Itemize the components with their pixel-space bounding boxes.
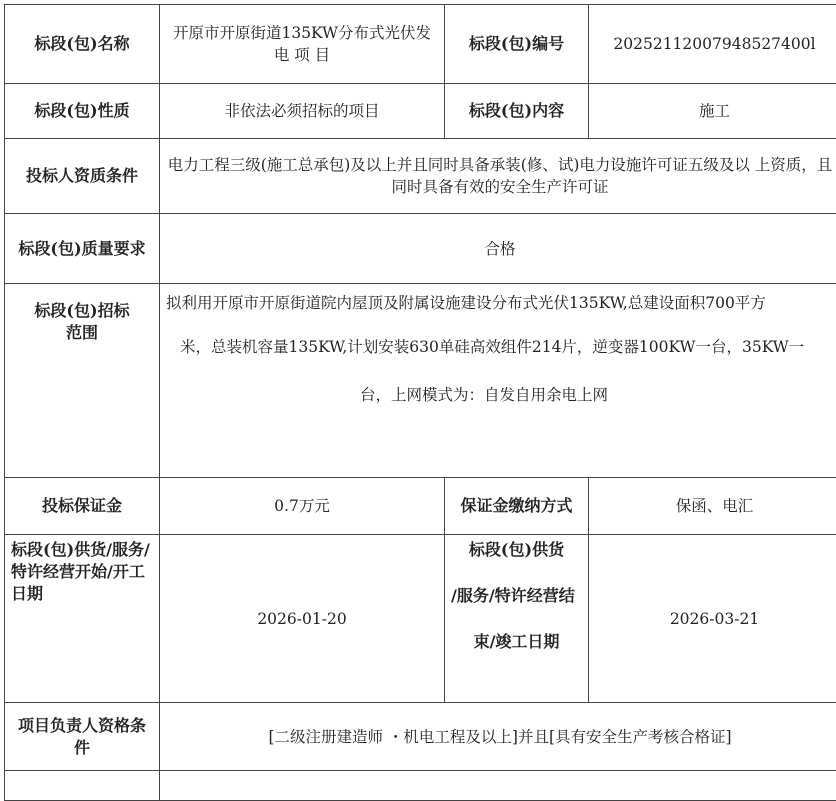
- label-start-date: 标段(包)供货/服务/特许经营开始/开工日期: [5, 535, 160, 703]
- value-end-date: 2026-03-21: [589, 535, 836, 703]
- tender-info-table: [4, 4, 836, 801]
- value-section-content: 施工: [589, 84, 836, 139]
- label-bond-payment-method: 保证金缴纳方式: [445, 478, 589, 535]
- value-section-nature: 非依法必须招标的项目: [160, 84, 445, 139]
- row-nature: [5, 84, 836, 139]
- value-start-date: 2026-01-20: [160, 535, 445, 703]
- label-section-number: 标段(包)编号: [445, 5, 589, 84]
- end-date-label-line-2: /服务/特许经营结: [451, 585, 582, 607]
- value-section-name: 开原市开原街道135KW分布式光伏发电 项 目: [160, 5, 445, 84]
- label-tender-scope: 标段(包)招标范围: [5, 284, 160, 478]
- label-end-date: [445, 535, 589, 703]
- label-bidder-qualification: 投标人资质条件: [5, 139, 160, 214]
- row-bond: [5, 478, 836, 535]
- scope-line-2: 米，总装机容量135KW,计划安装630单硅高效组件214片，逆变器100KW一台，35KW一: [166, 336, 834, 358]
- label-bid-bond: 投标保证金: [5, 478, 160, 535]
- label-manager-qualification: 项目负责人资格条件: [5, 703, 160, 771]
- scope-line-1: 拟利用开原市开原街道院内屋顶及附属设施建设分布式光伏135KW,总建设面积700平方: [166, 292, 834, 314]
- value-bid-bond: 0.7万元: [160, 478, 445, 535]
- value-bond-payment-method: 保函、电汇: [589, 478, 836, 535]
- row-empty: [5, 771, 836, 801]
- end-date-label-line-3: 束/竣工日期: [451, 631, 582, 653]
- empty-cell: [5, 771, 160, 801]
- row-qualification: [5, 139, 836, 214]
- label-section-content: 标段(包)内容: [445, 84, 589, 139]
- label-quality-requirement: 标段(包)质量要求: [5, 214, 160, 284]
- value-bidder-qualification: 电力工程三级(施工总承包)及以上并且同时具备承装(修、试)电力设施许可证五级及以 上资质，且同时具备有效的安全生产许可证: [160, 139, 836, 214]
- value-quality-requirement: 合格: [160, 214, 836, 284]
- row-scope: [5, 284, 836, 478]
- value-manager-qualification: [二级注册建造师 ・机电工程及以上]并且[具有安全生产考核合格证]: [160, 703, 836, 771]
- row-manager: [5, 703, 836, 771]
- row-quality: [5, 214, 836, 284]
- row-dates: [5, 535, 836, 703]
- empty-cell-wide: [160, 771, 836, 801]
- scope-line-3: 台，上网模式为：自发自用余电上网: [166, 384, 834, 406]
- row-name: [5, 5, 836, 84]
- end-date-label-line-1: 标段(包)供货: [451, 539, 582, 561]
- value-section-number: 20252112007948527400l: [589, 5, 836, 84]
- value-tender-scope: [160, 284, 836, 478]
- label-section-nature: 标段(包)性质: [5, 84, 160, 139]
- label-section-name: 标段(包)名称: [5, 5, 160, 84]
